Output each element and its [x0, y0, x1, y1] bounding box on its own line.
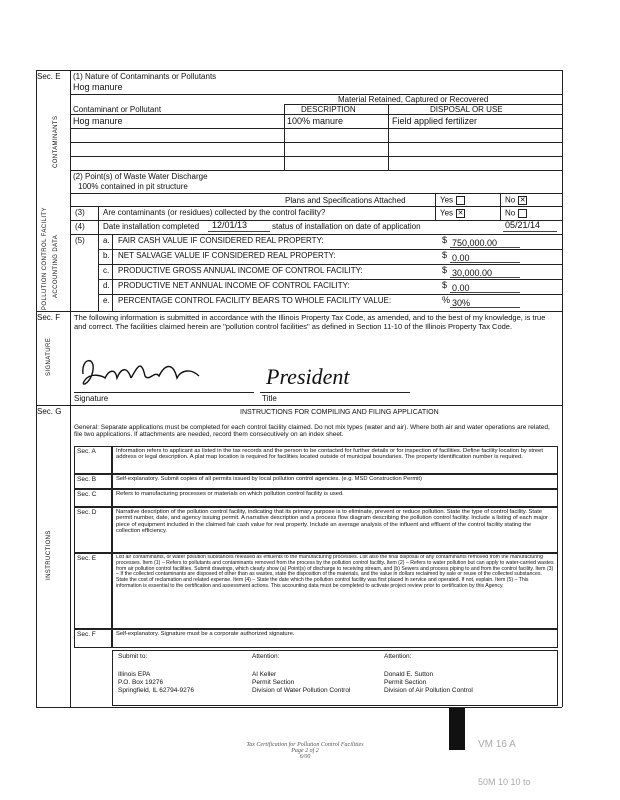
instruction-sec-label: Sec. A: [77, 448, 96, 455]
accounting-symbol: $: [442, 265, 448, 275]
title-value: President: [266, 364, 350, 389]
redaction-block: [449, 708, 465, 750]
signature-label: Signature: [74, 394, 109, 403]
sec-g-general: General: Separate applications must be completed for each control facility claimed. Do not mix types (water and air). Where both air and water operations are related, file two applications. If attachments are needed, record them consecutively on an index sheet.: [74, 424, 550, 439]
accounting-symbol: $: [442, 250, 448, 260]
accounting-symbol: $: [442, 235, 448, 245]
q5-num: (5): [75, 236, 85, 245]
plans-no[interactable]: No ✕: [505, 195, 526, 205]
row1-disposal: Field applied fertilizer: [392, 116, 478, 126]
accounting-label: FAIR CASH VALUE IF CONSIDERED REAL PROPERTY:: [118, 236, 324, 245]
q3-no[interactable]: No: [505, 209, 527, 218]
accounting-value: 750,000.00: [452, 238, 498, 248]
q4-text-a: Date installation completed: [103, 222, 200, 231]
col-disposal: DISPOSAL OR USE: [430, 105, 503, 114]
q3-num: (3): [75, 208, 85, 217]
sec-g-side-label: INSTRUCTIONS: [46, 530, 52, 580]
accounting-symbol: $: [442, 280, 448, 290]
accounting-value: 30%: [452, 298, 471, 308]
accounting-letter: a.: [103, 236, 110, 245]
q3-no-checkbox[interactable]: [518, 209, 527, 218]
nature-heading: (1) Nature of Contaminants or Pollutants: [73, 72, 217, 81]
accounting-letter: c.: [103, 266, 110, 275]
stamp-bottom: 50M 10 10 to: [478, 777, 531, 787]
q4-date-completed: 12/01/13: [212, 220, 248, 230]
row1-description: 100% manure: [287, 116, 344, 126]
address-air: Donald E. Sutton Permit Section Division of Air Pollution Control: [384, 671, 473, 695]
attention-air: Attention:: [384, 653, 412, 660]
address-epa: Illinois EPA P.O. Box 19276 Springfield, IL 62794-9276: [118, 671, 195, 695]
footer: Tax Certification for Pollution Control Facilities Page 2 of 2 6/00: [246, 742, 364, 760]
attention-water: Attention:: [252, 653, 280, 660]
instruction-text: Refers to manufacturing processes or materials on which pollution control facility is used.: [116, 491, 344, 497]
nature-value: Hog manure: [73, 82, 123, 92]
plans-yes[interactable]: Yes: [440, 196, 465, 205]
instruction-sec-label: Sec. B: [77, 476, 97, 483]
q4-text-b: status of installation on date of application: [272, 222, 421, 231]
accounting-letter: e.: [103, 296, 110, 305]
sec-f-text: The following information is submitted in accordance with the Illinois Property Tax Code, as amended, and to the best of my knowledge, is true and correct. The facilities claimed herein are "pollution control facilities" as defined in Section 11-10 of the Illinois Property Tax Code.: [74, 313, 546, 331]
instruction-text: Information refers to applicant as listed in the tax records and the person to be contacted for further details or for inspection of facilities. Define facility location by street address or legal description. A plat map location is required for facilities located outside of municipal boundaries. The property identification number is required.: [116, 448, 543, 461]
instruction-text: Self-explanatory. Signature must be a corporate authorized signature.: [116, 631, 295, 637]
title-label: Title: [262, 394, 277, 403]
sec-e-side-label-accounting: ACCOUNTING DATA: [53, 234, 59, 298]
q3-text: Are contaminants (or residues) collected by the control facility?: [103, 208, 326, 217]
accounting-label: PRODUCTIVE NET ANNUAL INCOME OF CONTROL FACILITY:: [118, 281, 350, 290]
plans-label: Plans and Specifications Attached: [285, 196, 406, 205]
sec-e-label: Sec. E: [37, 72, 61, 81]
accounting-value: 0.00: [452, 283, 470, 293]
sec-g-label: Sec. G: [37, 407, 62, 416]
discharge-heading: (2) Point(s) of Waste Water Discharge: [73, 172, 208, 181]
row1-contaminant: Hog manure: [73, 116, 123, 126]
sec-e-side-label-pcf: POLLUTION CONTROL FACILITY: [42, 207, 48, 310]
sec-e-side-label-contaminants: CONTAMINANTS: [53, 115, 59, 168]
q3-yes[interactable]: Yes ✕: [440, 208, 464, 218]
instruction-sec-label: Sec. E: [77, 555, 97, 562]
material-heading: Material Retained, Captured or Recovered: [338, 95, 489, 104]
sec-f-side-label: SIGNATURE: [46, 337, 52, 376]
accounting-letter: b.: [103, 251, 110, 260]
plans-yes-checkbox[interactable]: [456, 196, 465, 205]
col-contaminant: Contaminant or Pollutant: [73, 105, 162, 114]
stamp-top: VM 16 A: [478, 739, 516, 750]
q4-num: (4): [75, 222, 85, 231]
sec-f-label: Sec. F: [37, 313, 61, 322]
accounting-label: PERCENTAGE CONTROL FACILITY BEARS TO WHOLE FACILITY VALUE:: [118, 296, 392, 305]
accounting-label: PRODUCTIVE GROSS ANNUAL INCOME OF CONTROL FACILITY:: [118, 266, 363, 275]
instruction-sec-label: Sec. D: [77, 509, 97, 516]
plans-no-checkbox-checked[interactable]: ✕: [519, 197, 526, 204]
address-water: Al Keller Permit Section Division of Water Pollution Control: [252, 671, 351, 695]
instruction-text: Narrative description of the pollution control facility, indicating that its primary purpose is to eliminate, prevent or reduce pollution. State the type of control facility. State permit number, date, and agency issuing permit. A narrative description and a process flow diagram describing the pollution control facility. Include a listing of each major piece of equipment included in the claimed fair cash value for real property. Include an average analysis of the influent and effluent of the control facility stating the collection efficiency.: [116, 509, 548, 535]
sec-g-heading: INSTRUCTIONS FOR COMPILING AND FILING APPLICATION: [240, 409, 439, 416]
submit-to: Submit to:: [118, 653, 148, 660]
instruction-text: List air contaminants, or water pollution substances released as effluents to the manufacturing processes. List also the final disposal of any contaminants removed from the manufacturing processes. Item (1) – Refers to pollutants and contaminants removed from the process by the pollution control facility. Item (2) – Refers to water pollution but can apply to water-carried wastes from air pollution control facilities. Submit drawings, which clearly show (a) Point(s) of discharge to receiving stream, and (b) Sewers and process piping to and from the control facility. Item (3) – If the collected contaminants are disposed of other than as wastes, state the disposition of the materials, and the value in dollars reclaimed by sale or reuse of the collected substances. State the cost of reclamation and related expense. Item (4) – State the date which the pollution control facility was first placed in service and operated. If not, explain. Item (5) – This information is essential to the certification and assessment actions. This accounting data must be completed to activate project review prior to certification by this Agency.: [116, 555, 554, 590]
accounting-value: 0.00: [452, 253, 470, 263]
col-description: DESCRIPTION: [301, 105, 356, 114]
q4-date-app: 05/21/14: [505, 220, 541, 230]
q3-yes-checkbox-checked[interactable]: ✕: [457, 210, 464, 217]
accounting-letter: d.: [103, 281, 110, 290]
accounting-value: 30,000.00: [452, 268, 493, 278]
accounting-symbol: %: [442, 295, 451, 305]
accounting-label: NET SALVAGE VALUE IF CONSIDERED REAL PROPERTY:: [118, 251, 336, 260]
instruction-text: Self-explanatory. Submit copies of all permits issued by local pollution control agencies. (e.g. MSD Construction Permit): [116, 476, 422, 482]
instruction-sec-label: Sec. C: [77, 491, 97, 498]
signature-drawing: [75, 348, 215, 392]
discharge-value: 100% contained in pit structure: [78, 182, 188, 191]
instruction-sec-label: Sec. F: [77, 631, 96, 638]
